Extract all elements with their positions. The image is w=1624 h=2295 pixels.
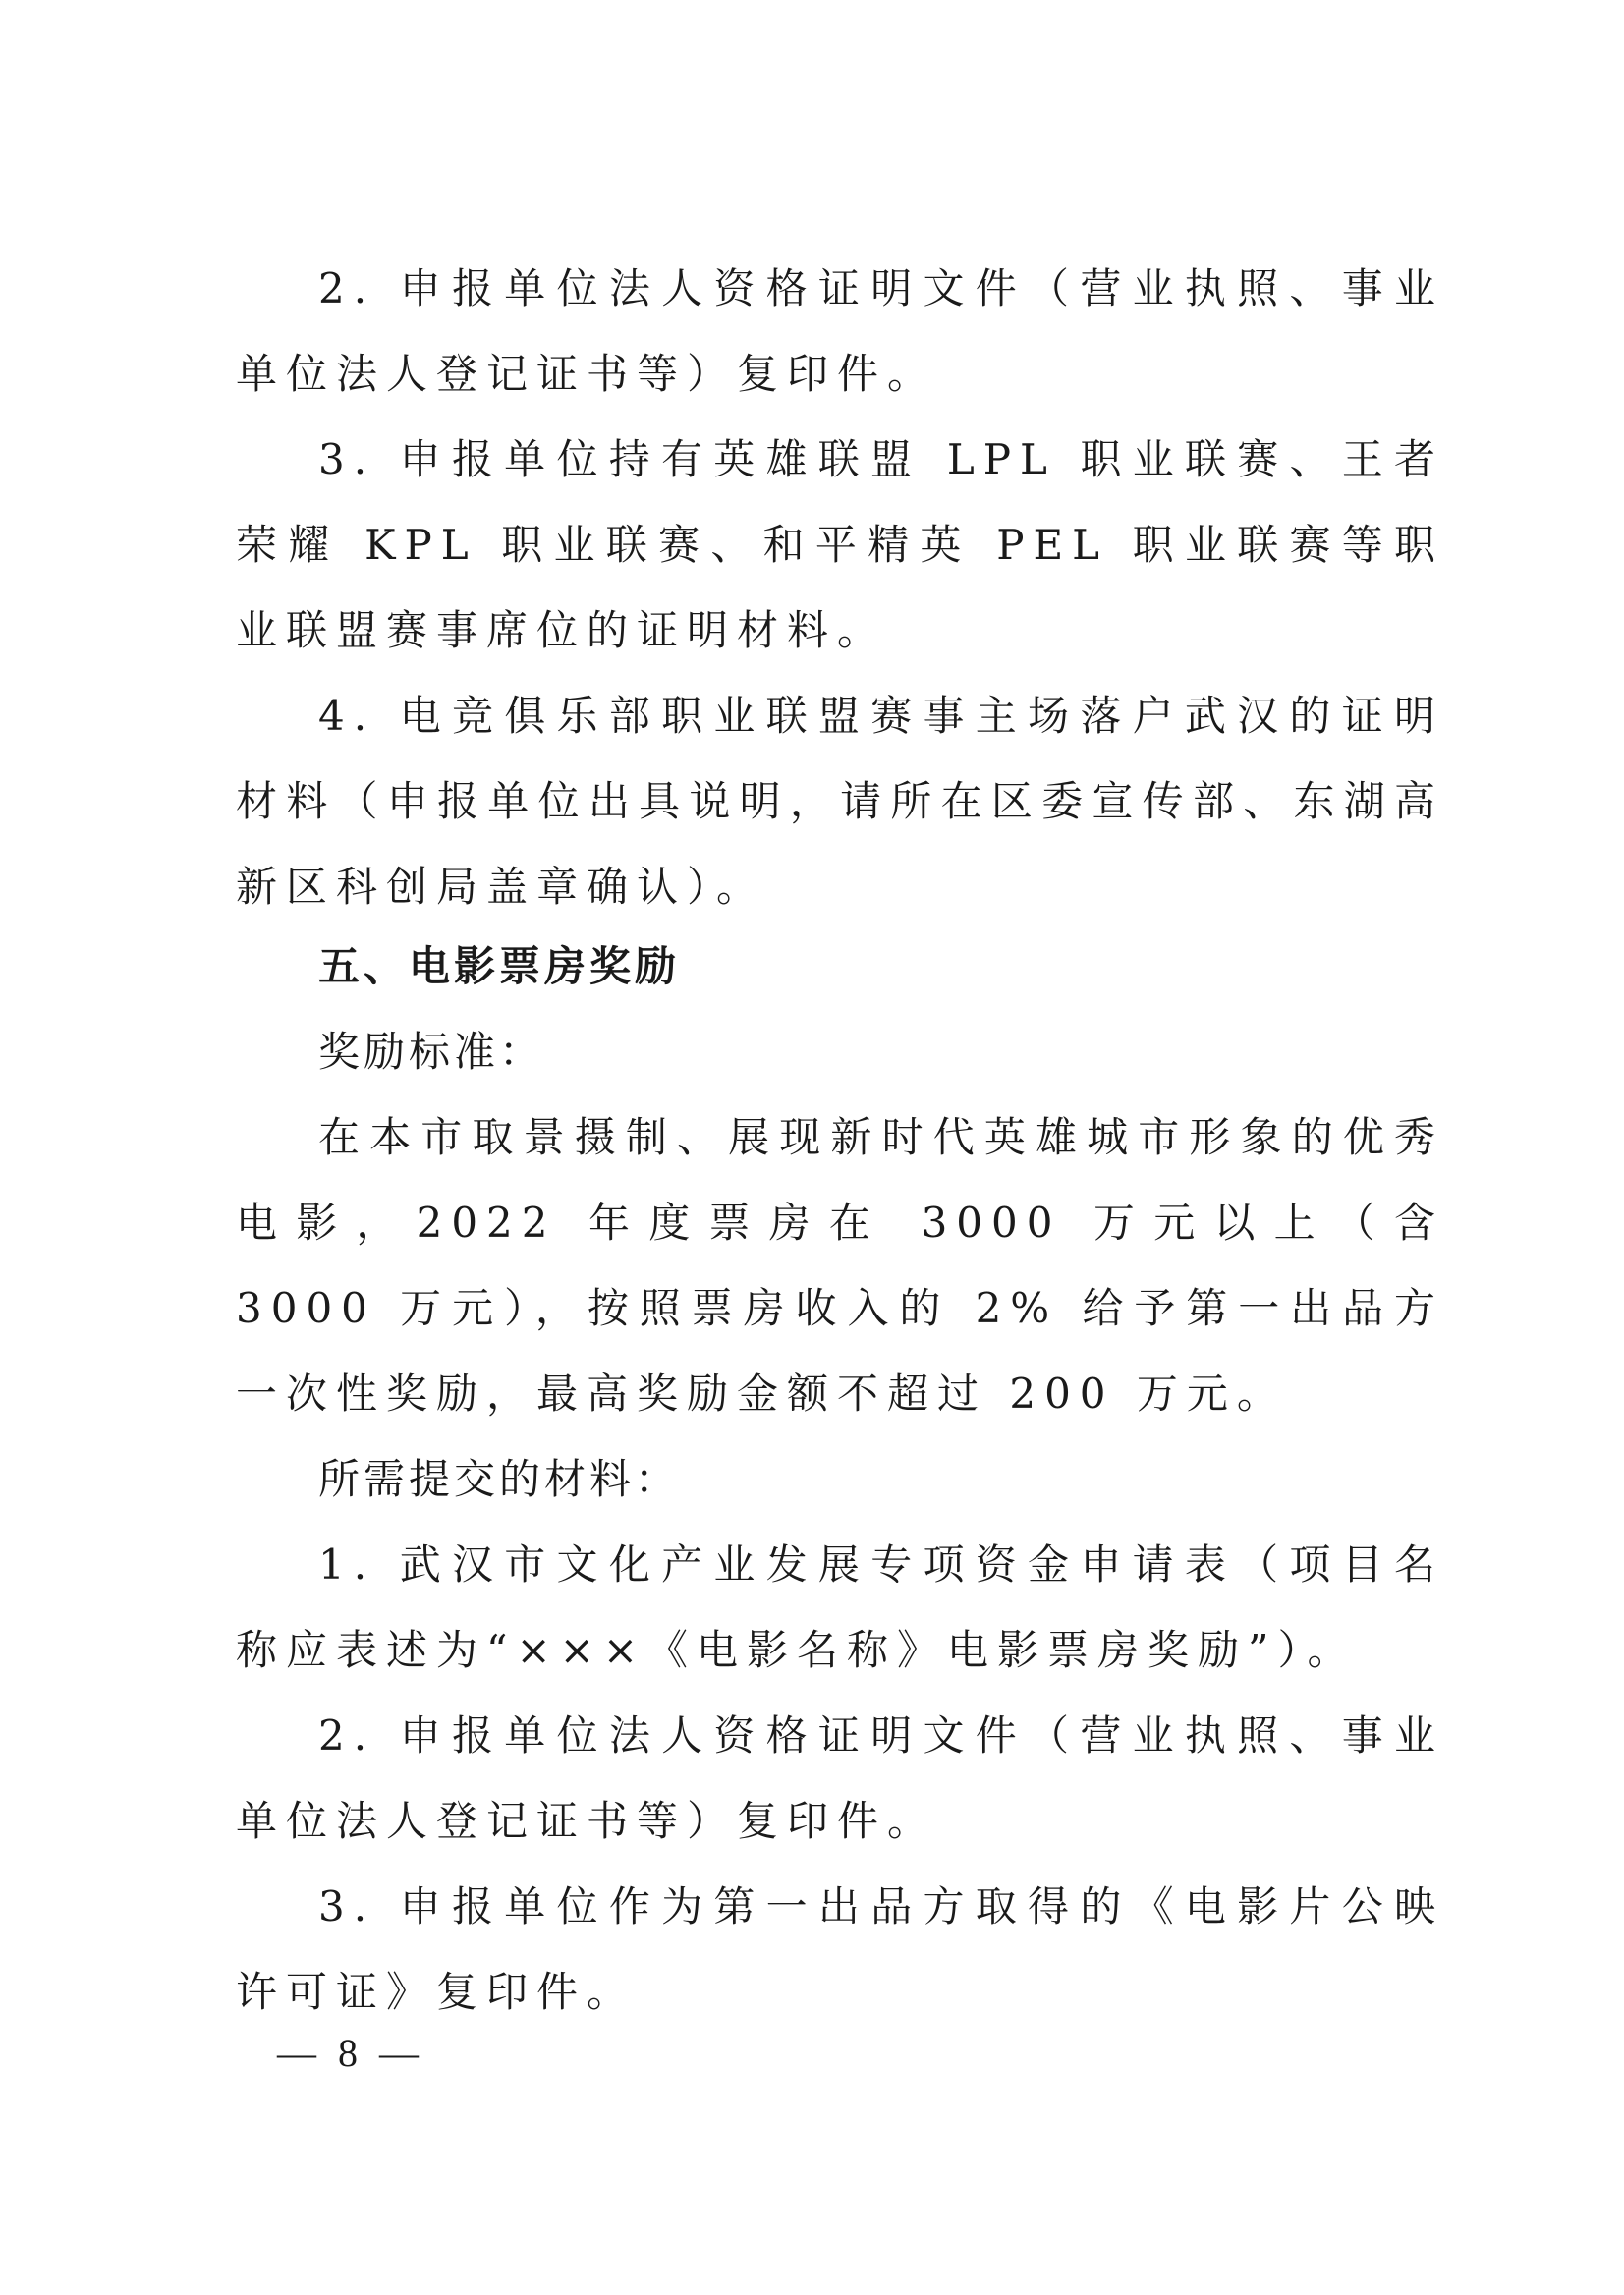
materials-item-application-form: 1. 武汉市文化产业发展专项资金申请表（项目名称应表述为“×××《电影名称》电影票房奖励”）。 [236,1540,1444,1674]
materials-item-screening-permit: 3. 申报单位作为第一出品方取得的《电影片公映许可证》复印件。 [236,1882,1444,2016]
section-heading: 五、电影票房奖励 [318,942,681,990]
list-item-home-venue: 4. 电竞俱乐部职业联盟赛事主场落户武汉的证明材料（申报单位出具说明，请所在区委宣传部、东湖高新区科创局盖章确认）。 [236,692,1444,911]
standard-text: 在本市取景摄制、展现新时代英雄城市形象的优秀电影，2022 年度票房在 3000 万元以上（含 3000 万元），按照票房收入的 2% 给予第一出品方一次性奖励，最高奖励金额不超过 200 万元。 [236,1113,1444,1418]
materials-item-legal-cert: 2. 申报单位法人资格证明文件（营业执照、事业单位法人登记证书等）复印件。 [236,1711,1444,1845]
standard-label: 奖励标准： [318,1028,545,1076]
list-item-league-seat: 3. 申报单位持有英雄联盟 LPL 职业联赛、王者荣耀 KPL 职业联赛、和平精英 PEL 职业联赛等职业联盟赛事席位的证明材料。 [236,435,1444,654]
list-item-legal-cert: 2. 申报单位法人资格证明文件（营业执照、事业单位法人登记证书等）复印件。 [236,264,1444,398]
page-number: — 8 — [277,2031,424,2075]
materials-label: 所需提交的材料： [318,1455,681,1503]
